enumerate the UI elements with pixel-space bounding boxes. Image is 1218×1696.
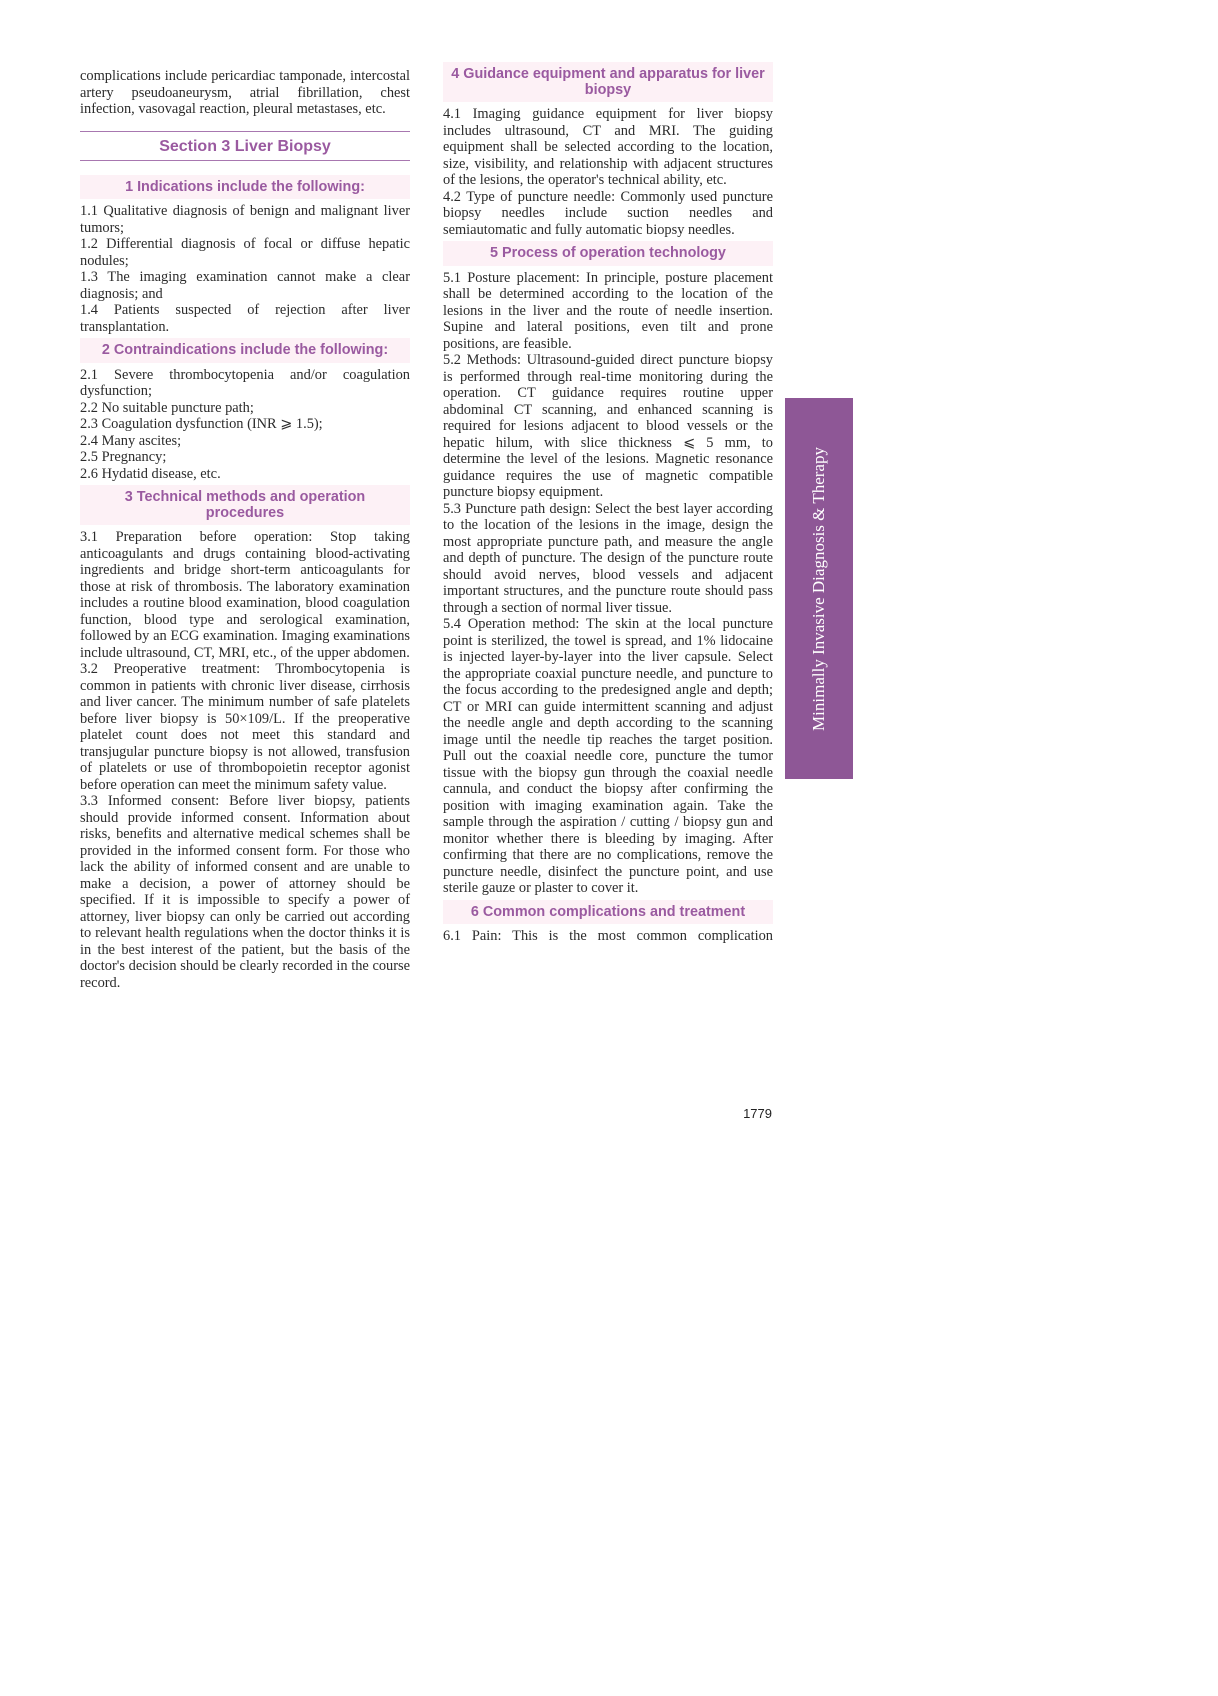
heading-guidance-equipment: 4 Guidance equipment and apparatus for liver biopsy [443, 62, 773, 102]
list-item: 2.4 Many ascites; [80, 432, 182, 449]
heading-contraindications: 2 Contraindications include the following: [80, 338, 410, 363]
page-number: 1779 [743, 1106, 772, 1121]
journal-side-label: Minimally Invasive Diagnosis & Therapy [809, 446, 828, 731]
list-item: 2.1 Severe thrombocytopenia and/or coagulation dysfunction; [80, 366, 410, 399]
heading-indications: 1 Indications include the following: [80, 175, 410, 200]
list-item: 2.5 Pregnancy; [80, 449, 167, 465]
journal-side-tab [785, 398, 853, 779]
right-column [443, 62, 773, 945]
heading-complications: 6 Common complications and treatment [443, 900, 773, 925]
section-title: Section 3 Liver Biopsy [80, 131, 410, 161]
paragraph: 5.4 Operation method: The skin at the local puncture point is sterilized, the towel is spread, and 1% lidocaine is injected layer-by-layer into the liver capsule. Select the appropriate coaxial puncture needle, and puncture to the focus according to the predesigned angle and depth; CT or MRI can guide intermittent scanning and adjust the needle angle and depth according to the scanning image until the needle tip reaches the target position. Pull out the coaxial needle core, puncture the tumor tissue with the biopsy gun through the coaxial needle cannula, and conduct the biopsy after confirming the position with imaging examination again. Take the sample through the aspiration / cutting / biopsy gun and monitor whether there is bleeding by imaging. After confirming that there are no complications, remove the puncture needle, disinfect the puncture point, and use sterile gauze or plaster to cover it. [443, 616, 773, 896]
heading-process: 5 Process of operation technology [443, 241, 773, 266]
paragraph: 5.2 Methods: Ultrasound-guided direct puncture biopsy is performed through real-time monitoring during the operation. CT guidance requires routine upper abdominal CT scanning, and enhanced scanning is required for lesions adjacent to blood vessels or the hepatic hilum, with slice thickness ⩽ 5 mm, to determine the level of the lesions. Magnetic resonance guidance requires the use of magnetic compatible puncture biopsy equipment. [443, 352, 773, 500]
paragraph: 5.1 Posture placement: In principle, posture placement shall be determined according to the location of the lesions in the liver and the route of needle insertion. Supine and lateral positions, even tilt and prone positions, are feasible. [443, 269, 773, 352]
paragraph: 4.2 Type of puncture needle: Commonly used puncture biopsy needles include suction needles and semiautomatic and fully automatic biopsy needles. [443, 188, 773, 238]
list-item: 1.2 Differential diagnosis of focal or diffuse hepatic nodules; [80, 236, 410, 269]
paragraph: 4.1 Imaging guidance equipment for liver biopsy includes ultrasound, CT and MRI. The guiding equipment shall be selected according to the location, size, visibility, and relationship with adjacent structures of the lesions, the operator's technical ability, etc. [443, 106, 773, 188]
list-item: 1.3 The imaging examination cannot make a clear diagnosis; and [80, 269, 410, 302]
left-column [80, 68, 410, 991]
list-item: 2.6 Hydatid disease, etc. [80, 465, 221, 482]
paragraph: 3.1 Preparation before operation: Stop taking anticoagulants and drugs containing blood-activating ingredients and bridge short-term anticoagulants for those at risk of thrombosis. The laboratory examination includes a routine blood examination, blood coagulation function, blood type and serological examination, followed by an ECG examination. Imaging examinations include ultrasound, CT, MRI, etc., of the upper abdomen. [80, 529, 410, 661]
list-item: 2.3 Coagulation dysfunction (INR ⩾ 1.5); [80, 416, 323, 432]
paragraph: 3.2 Preoperative treatment: Thrombocytopenia is common in patients with chronic liver disease, cirrhosis and liver cancer. The minimum number of safe platelets before liver biopsy is 50×109/L. If the preoperative platelet count does not meet this standard and transjugular puncture biopsy is not allowed, transfusion of platelets or use of thrombopoietin receptor agonist before operation can meet the minimum safety value. [80, 661, 410, 793]
paragraph: 6.1 Pain: This is the most common complication [443, 928, 773, 944]
list-item: 2.2 No suitable puncture path; [80, 399, 254, 416]
list-item: 1.4 Patients suspected of rejection after liver transplantation. [80, 302, 410, 335]
intro-paragraph: complications include pericardiac tamponade, intercostal artery pseudoaneurysm, atrial fibrillation, chest infection, vasovagal reaction, pleural metastases, etc. [80, 68, 410, 117]
list-item: 1.1 Qualitative diagnosis of benign and malignant liver tumors; [80, 203, 410, 236]
heading-technical-methods: 3 Technical methods and operation procedures [80, 485, 410, 525]
paragraph: 5.3 Puncture path design: Select the best layer according to the location of the lesions in the image, design the most appropriate puncture path, and measure the angle and depth of puncture. The design of the puncture route should avoid nerves, blood vessels and adjacent important structures, and the puncture route should pass through a section of normal liver tissue. [443, 500, 773, 616]
paragraph: 3.3 Informed consent: Before liver biopsy, patients should provide informed consent. Information about risks, benefits and alternative medical schemes shall be provided in the informed consent form. For those who lack the ability of informed consent and are unable to make a decision, a power of attorney should be specified. If it is impossible to specify a power of attorney, liver biopsy can only be carried out according to relevant health regulations when the doctor thinks it is in the best interest of the patient, but the basis of the doctor's decision should be clearly recorded in the course record. [80, 793, 410, 991]
